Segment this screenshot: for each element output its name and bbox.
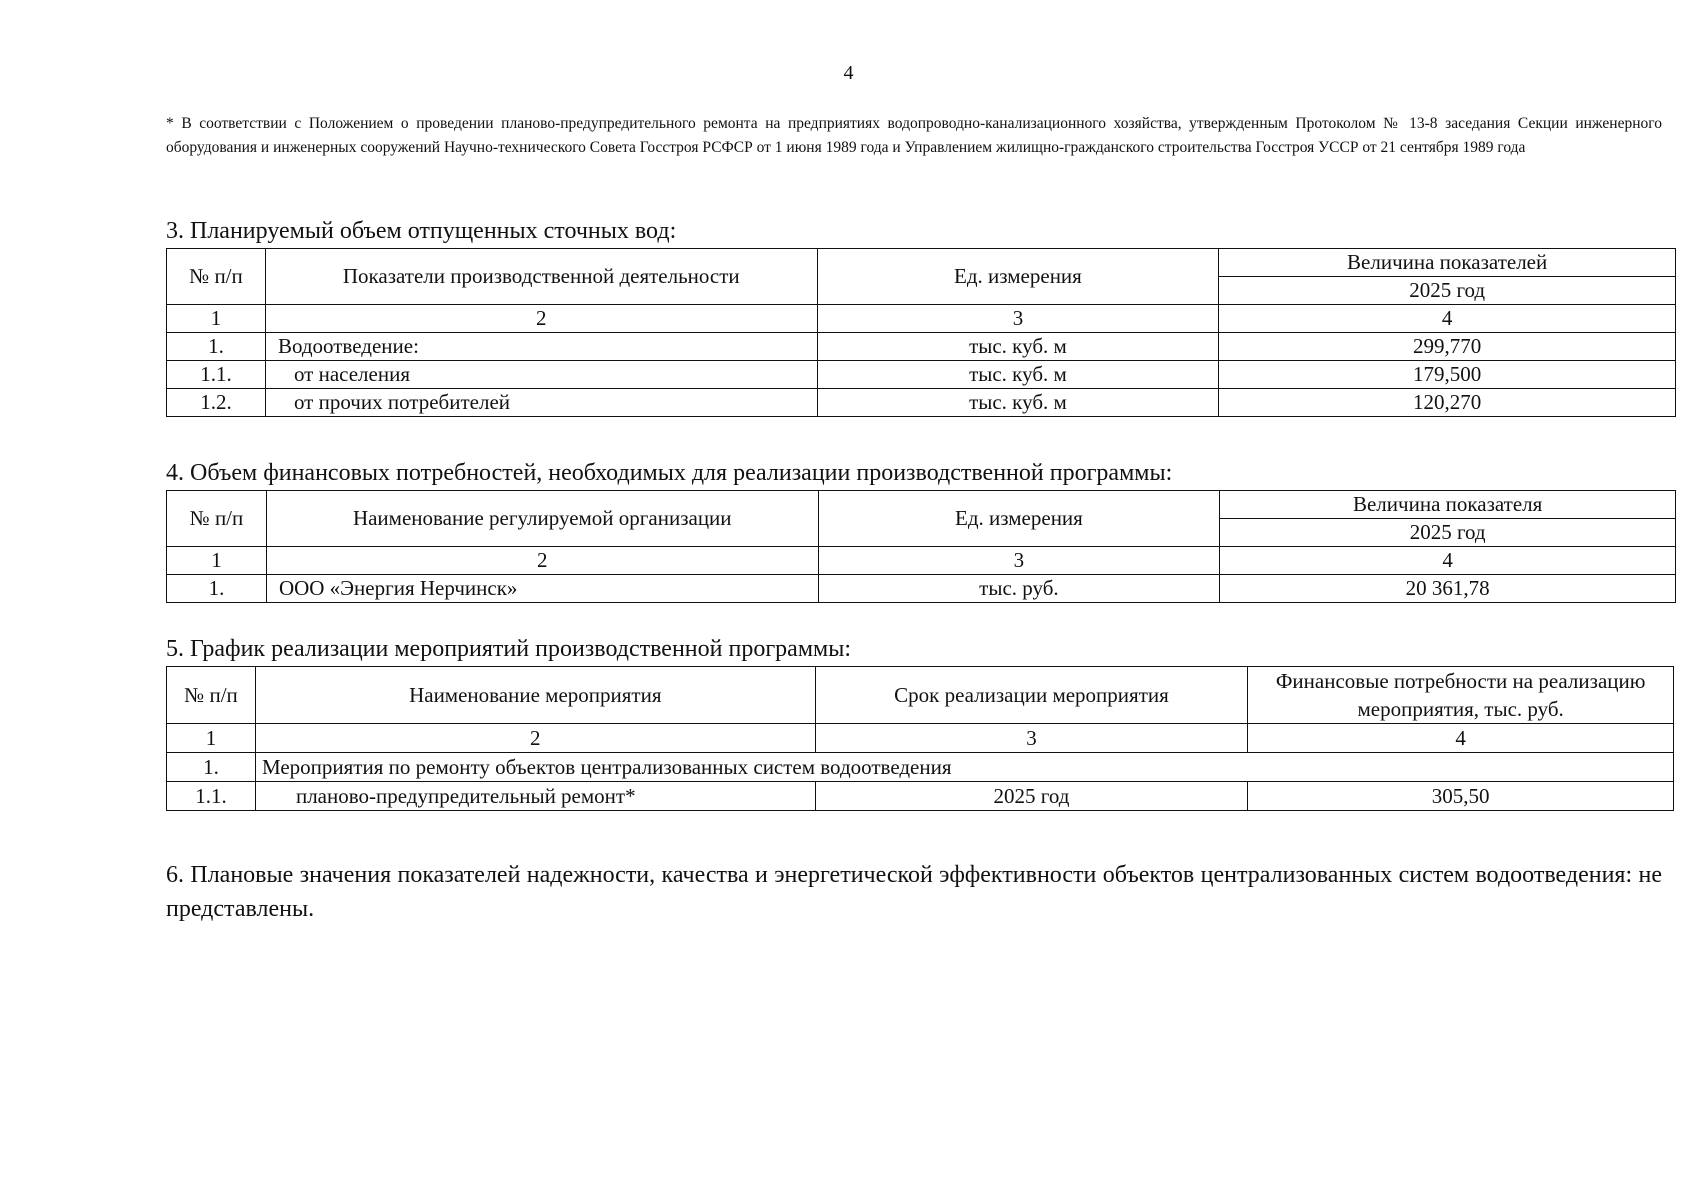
row-num: 1.	[167, 575, 267, 603]
section-3-heading: 3. Планируемый объем отпущенных сточных вод:	[166, 218, 677, 244]
table-group-row	[167, 753, 1674, 782]
section-4-heading: 4. Объем финансовых потребностей, необходимых для реализации производственной программы:	[166, 460, 1173, 486]
column-number-row	[167, 547, 1676, 575]
row-term: 2025 год	[815, 782, 1248, 811]
table-header-row	[167, 667, 1674, 724]
table-row	[167, 361, 1676, 389]
header-year: 2025 год	[1219, 277, 1676, 305]
row-num: 1.2.	[167, 389, 266, 417]
column-number: 4	[1220, 547, 1676, 575]
row-unit: тыс. куб. м	[817, 389, 1219, 417]
table-row	[167, 389, 1676, 417]
section-5-heading: 5. График реализации мероприятий производственной программы:	[166, 636, 851, 662]
row-num: 1.	[167, 753, 256, 782]
header-finance: Финансовые потребности на реализацию мероприятия, тыс. руб.	[1248, 667, 1674, 724]
column-number: 1	[167, 305, 266, 333]
row-unit: тыс. руб.	[818, 575, 1220, 603]
header-activity: Наименование мероприятия	[255, 667, 815, 724]
row-num: 1.	[167, 333, 266, 361]
row-name: планово-предупредительный ремонт*	[255, 782, 815, 811]
column-number: 2	[255, 724, 815, 753]
table-row	[167, 575, 1676, 603]
table-row	[167, 333, 1676, 361]
column-number: 1	[167, 547, 267, 575]
table-row	[167, 782, 1674, 811]
row-num: 1.1.	[167, 361, 266, 389]
table-header-row	[167, 249, 1676, 277]
column-number-row	[167, 305, 1676, 333]
column-number: 3	[817, 305, 1219, 333]
row-value: 20 361,78	[1220, 575, 1676, 603]
row-num: 1.1.	[167, 782, 256, 811]
header-num: № п/п	[167, 667, 256, 724]
activities-schedule-table	[166, 666, 1674, 811]
section-6-text: 6. Плановые значения показателей надежности, качества и энергетической эффективности объектов централизованных систем водоотведения: не представлены.	[166, 862, 1662, 922]
group-name: Мероприятия по ремонту объектов централизованных систем водоотведения	[255, 753, 1673, 782]
header-num: № п/п	[167, 249, 266, 305]
header-year: 2025 год	[1220, 519, 1676, 547]
financial-needs-table	[166, 490, 1676, 603]
header-indicator: Показатели производственной деятельности	[265, 249, 817, 305]
row-name: от населения	[265, 361, 817, 389]
table-header-row	[167, 491, 1676, 519]
column-number-row	[167, 724, 1674, 753]
header-unit: Ед. измерения	[818, 491, 1220, 547]
column-number: 2	[265, 305, 817, 333]
column-number: 4	[1219, 305, 1676, 333]
header-num: № п/п	[167, 491, 267, 547]
row-value: 305,50	[1248, 782, 1674, 811]
column-number: 2	[266, 547, 818, 575]
column-number: 1	[167, 724, 256, 753]
header-value: Величина показателя	[1220, 491, 1676, 519]
header-org: Наименование регулируемой организации	[266, 491, 818, 547]
row-name: от прочих потребителей	[265, 389, 817, 417]
row-value: 299,770	[1219, 333, 1676, 361]
row-value: 179,500	[1219, 361, 1676, 389]
row-name: ООО «Энергия Нерчинск»	[266, 575, 818, 603]
column-number: 3	[818, 547, 1220, 575]
header-term: Срок реализации мероприятия	[815, 667, 1248, 724]
page-number: 4	[843, 62, 854, 84]
column-number: 3	[815, 724, 1248, 753]
row-value: 120,270	[1219, 389, 1676, 417]
row-name: Водоотведение:	[265, 333, 817, 361]
column-number: 4	[1248, 724, 1674, 753]
wastewater-volume-table	[166, 248, 1676, 417]
header-value: Величина показателей	[1219, 249, 1676, 277]
row-unit: тыс. куб. м	[817, 333, 1219, 361]
footnote: * В соответствии с Положением о проведении планово-предупредительного ремонта на предприятиях водопроводно-канализационного хозяйства, утвержденным Протоколом № 13-8 заседания Секции инженерного оборудования и инженерных сооружений Научно-технического Совета Госстроя РСФСР от 1 июня 1989 года и Управлением жилищно-гражданского строительства Госстроя УССР от 21 сентября 1989 года	[166, 115, 1662, 156]
row-unit: тыс. куб. м	[817, 361, 1219, 389]
header-unit: Ед. измерения	[817, 249, 1219, 305]
